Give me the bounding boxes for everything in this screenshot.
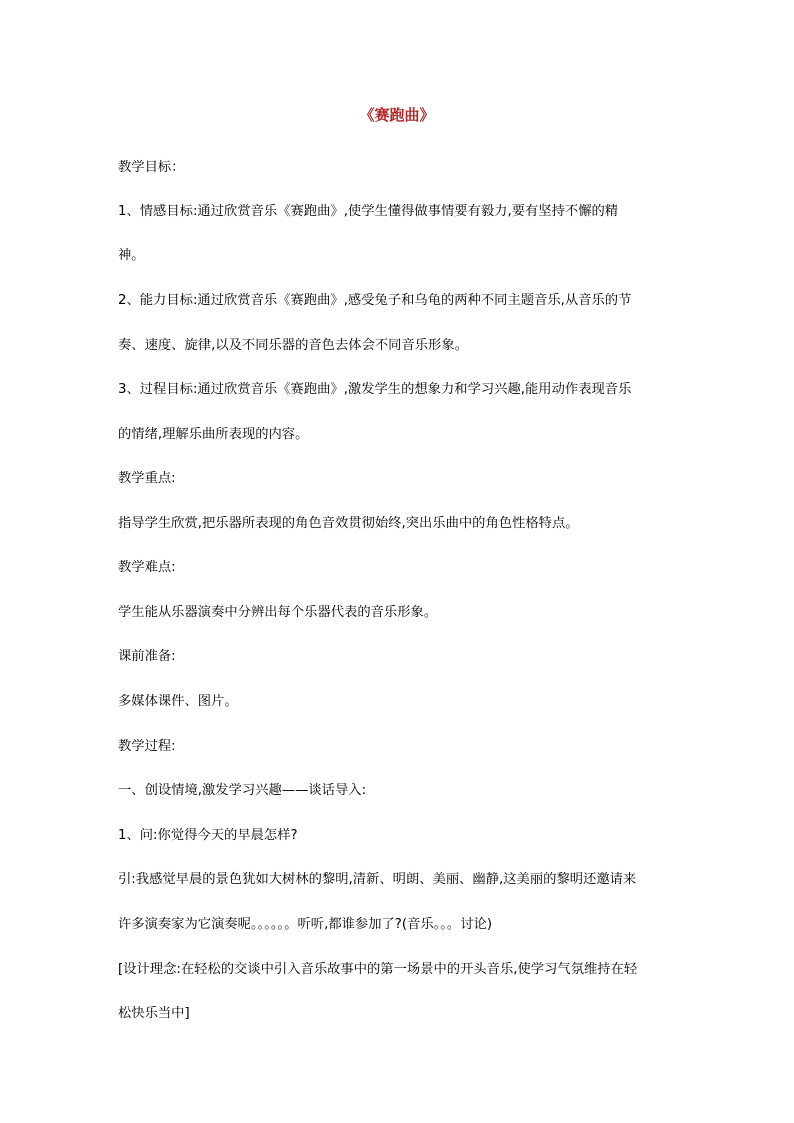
text-line: 松快乐当中] [118, 1006, 190, 1021]
text-line: 教学难点: [118, 560, 176, 575]
text-line: 3、过程目标:通过欣赏音乐《赛跑曲》,激发学生的想象力和学习兴趣,能用动作表现音乐 [118, 382, 632, 397]
text-line: 教学过程: [118, 739, 176, 754]
text-line: 教学目标： [118, 160, 185, 175]
text-line: 课前准备: [118, 649, 176, 664]
text-line: 神。 [118, 248, 145, 263]
text-line: 引:我感觉早晨的景色犹如大树林的黎明,清新、明朗、美丽、幽静,这美丽的黎明还邀请来 [118, 872, 637, 887]
text-line: [设计理念:在轻松的交谈中引入音乐故事中的第一场景中的开头音乐,使学习气氛维持在轻 [118, 962, 638, 977]
text-line: 2、能力目标:通过欣赏音乐《赛跑曲》,感受兔子和乌龟的两种不同主题音乐,从音乐的节 [118, 293, 632, 308]
text-line: 1、问:你觉得今天的早晨怎样? [118, 828, 298, 843]
document-title: 《赛跑曲》 [359, 106, 435, 124]
text-line: 奏、速度、旋律,以及不同乐器的音色去体会不同音乐形象。 [118, 338, 468, 353]
text-line: 教学重点: [118, 471, 176, 486]
text-line: 的情绪,理解乐曲所表现的内容。 [118, 427, 309, 442]
text-line: 多媒体课件、图片。 [118, 694, 238, 709]
text-line: 学生能从乐器演奏中分辨出每个乐器代表的音乐形象。 [118, 605, 438, 620]
text-line: 指导学生欣赏,把乐器所表现的角色音效贯彻始终,突出乐曲中的角色性格特点。 [118, 516, 579, 531]
text-line: 许多演奏家为它演奏呢。。。。。。听听,都谁参加了?(音乐。。。讨论) [118, 917, 493, 932]
text-line: 一、创设情境,激发学习兴趣——谈话导入: [118, 783, 367, 798]
text-line: 1、情感目标:通过欣赏音乐《赛跑曲》,使学生懂得做事情要有毅力,要有坚持不懈的精 [118, 204, 619, 219]
